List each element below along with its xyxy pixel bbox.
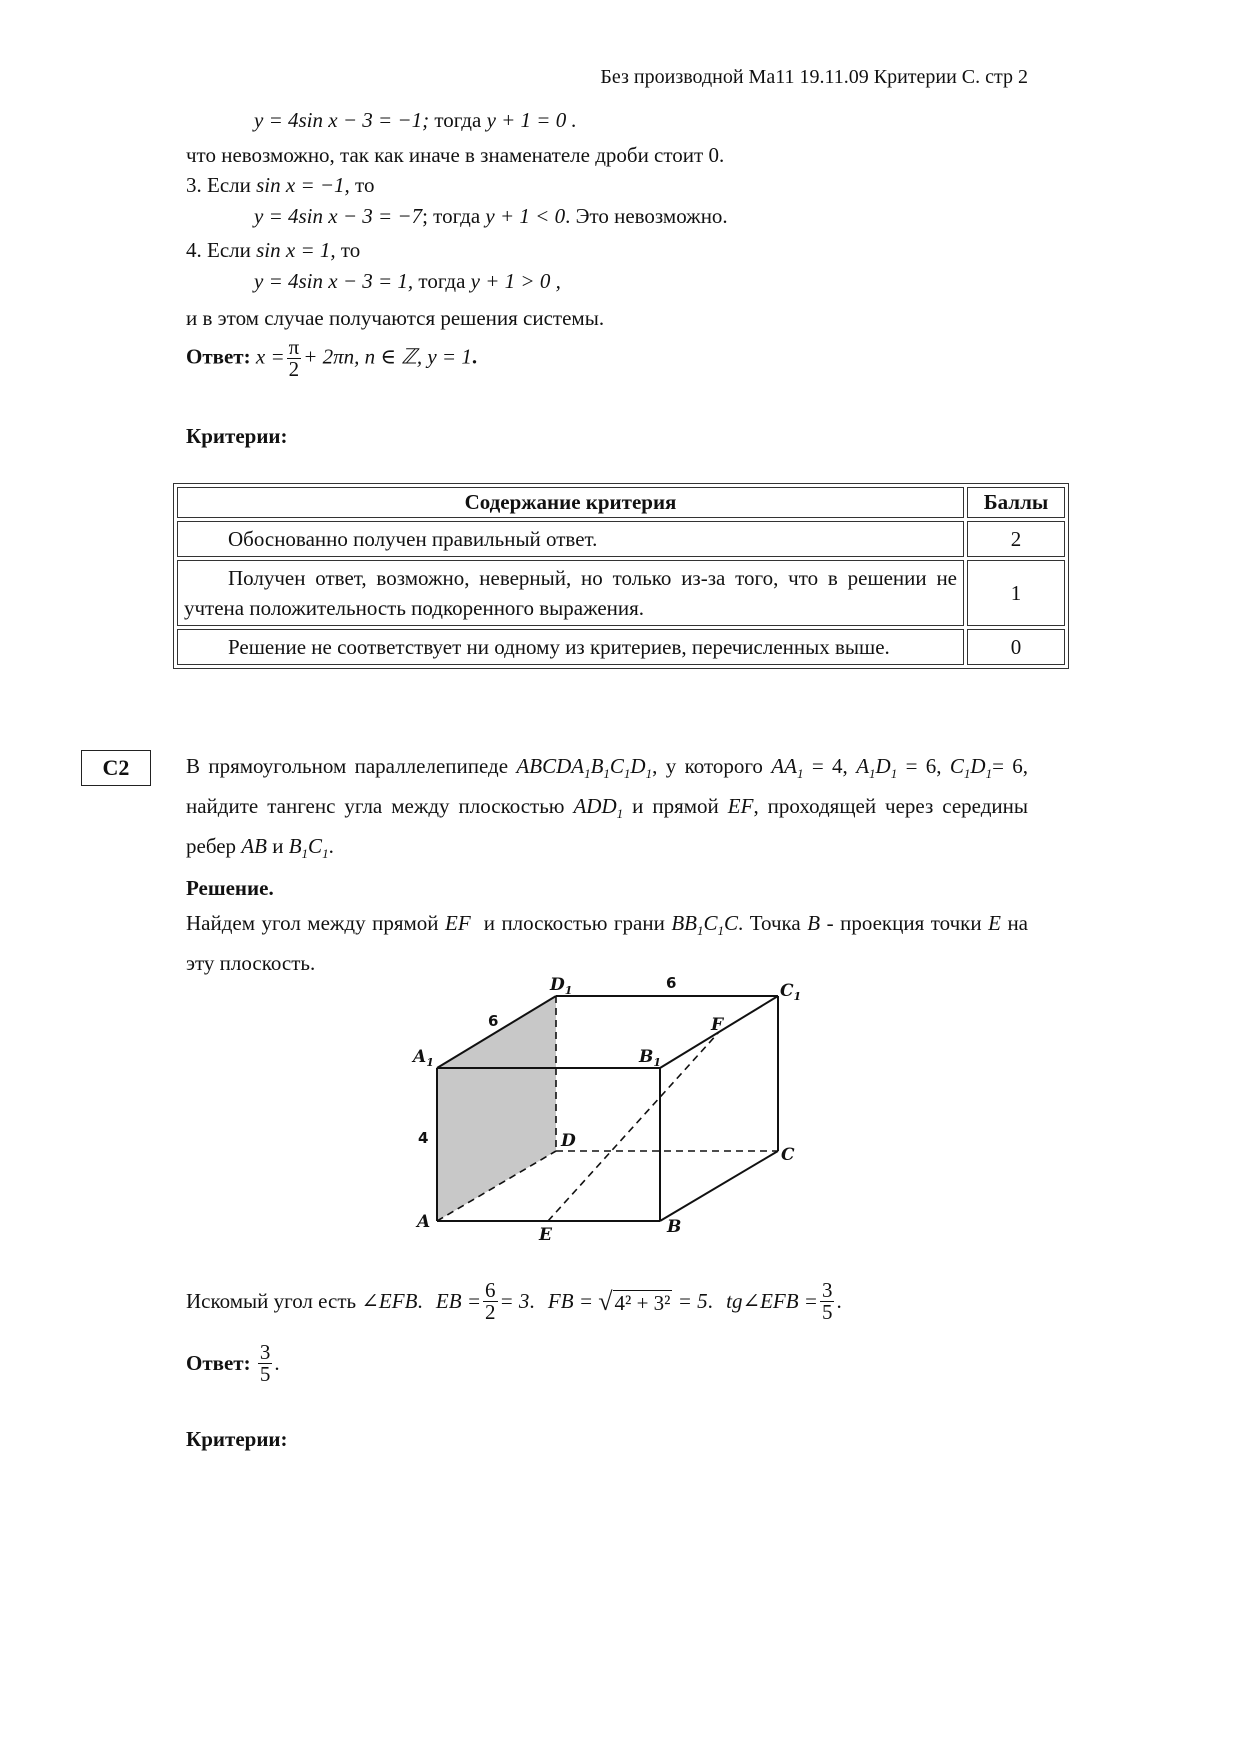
equation: y = 4sin x − 3 = −7 [254, 204, 423, 228]
text: , проходящей через середины ребер [186, 794, 1028, 859]
text: - проекция точки [826, 911, 982, 935]
math: $A_1D_1$ [856, 754, 898, 782]
text: и плоскостью грани [483, 911, 665, 935]
math: EB = [435, 1289, 481, 1313]
denominator: 2 [288, 357, 300, 381]
criterion-points: 2 [967, 521, 1065, 557]
math: ∠EFB [361, 1289, 418, 1313]
dim-height: 4 [418, 1129, 429, 1147]
header-content: Содержание критерия [177, 487, 964, 518]
denominator: 5 [259, 1362, 271, 1386]
text: . [529, 1289, 535, 1313]
label-a: A [417, 1212, 431, 1232]
math: $ABCDA_1B_1C_1D_1$ [516, 754, 653, 782]
text: тогда [434, 108, 482, 132]
equation: y + 1 = 0 . [486, 108, 577, 132]
page-header: Без производной Ма11 19.11.09 Критерии С. стр 2 [600, 66, 1028, 88]
text: Получен ответ, возможно, неверный, но только из-за того, что в решении не учтена положительность подкоренного выражения. [184, 566, 957, 620]
text: и прямой [632, 794, 719, 819]
text: на эту плоскость. [186, 911, 1028, 976]
math: AB [241, 834, 267, 859]
label-c1: $C_1$ [780, 981, 802, 1003]
math: B [807, 911, 821, 935]
text: Искомый угол есть [186, 1289, 357, 1313]
math: E [988, 911, 1001, 935]
text: . Это невозможно. [565, 204, 728, 228]
criterion-points: 1 [967, 560, 1065, 626]
text: . [417, 1289, 423, 1313]
criteria-title-2: Критерии: [186, 1427, 288, 1451]
text: . [471, 344, 478, 369]
math: $B_1C_1$ [288, 834, 329, 862]
text: Найдем угол между прямой [186, 911, 439, 935]
text: = 4, [811, 754, 848, 778]
answer-2 [186, 1342, 280, 1385]
equation: x = [255, 344, 285, 369]
line-2: что невозможно, так как иначе в знаменателе дроби стоит 0. [186, 143, 725, 167]
label-a1: $A_1$ [413, 1047, 434, 1069]
math: $AA_1$ [771, 754, 804, 782]
label-c: C [781, 1145, 795, 1165]
equation: y + 1 < 0 [485, 204, 566, 228]
numerator: π [288, 335, 300, 359]
text: 3. Если [186, 173, 251, 197]
math: tg∠EFB = [726, 1289, 818, 1313]
calculation-line [186, 1280, 842, 1323]
label-d1: $D_1$ [550, 975, 573, 997]
text: и [272, 834, 284, 859]
text: . [836, 1289, 842, 1313]
answer-label: Ответ: [186, 1351, 251, 1375]
numerator: 3 [821, 1278, 833, 1302]
equation: sin x = −1, [256, 173, 350, 197]
numerator: 6 [485, 1278, 496, 1302]
equation: y = 4sin x − 3 = 1, [254, 269, 414, 293]
math: EF [445, 911, 471, 935]
equation: sin x = 1, [256, 238, 336, 262]
criteria-title-1: Критерии: [186, 424, 288, 448]
text: Обоснованно получен правильный ответ. [228, 527, 598, 551]
problem-statement: В прямоугольном параллелепипеде $ABCDA_1B_1C_1D_1$, у которого $AA_1 = 4$, $A_1D_1 = 6$, $C_1D_1= 6$, найдите тангенс угла между плоскостью $ADD_1$ и прямой EF, проходящей через середины ребер AB и $B_1C_1$. [186, 754, 1029, 862]
answer-label: Ответ: [186, 344, 251, 369]
text: тогда [418, 269, 466, 293]
text: = 6, найдите тангенс угла между плоскостью [186, 754, 1029, 819]
text: то [355, 173, 375, 197]
label-f: F [711, 1015, 724, 1035]
label-b1: $B_1$ [639, 1047, 662, 1069]
numerator: 3 [259, 1340, 271, 1364]
text: . [707, 1289, 713, 1313]
dim-top: 6 [666, 974, 677, 992]
equation: y + 1 > 0 , [470, 269, 561, 293]
dim-left-top: 6 [488, 1012, 499, 1030]
equation: + 2πn, n ∈ ℤ, y = 1 [303, 344, 472, 369]
label-e: E [539, 1225, 552, 1245]
label-b: B [667, 1217, 682, 1237]
text: В прямоугольном параллелепипеде [186, 754, 509, 778]
fraction [820, 1280, 835, 1323]
math: $ADD_1$ [573, 794, 624, 822]
denominator: 5 [821, 1300, 833, 1324]
math: = 5 [677, 1289, 708, 1313]
fraction [258, 1342, 273, 1385]
math: FB = [547, 1289, 593, 1313]
sqrt: √4² + 3² [598, 1286, 671, 1316]
criterion-points: 0 [967, 629, 1065, 665]
denominator: 2 [485, 1300, 496, 1324]
text: . Точка [738, 911, 801, 935]
fraction [483, 1280, 498, 1323]
math: = 3 [499, 1289, 530, 1313]
math: $C_1D_1$ [949, 754, 993, 782]
math: EF [727, 794, 754, 819]
text: то [340, 238, 361, 262]
radicand: 4² + 3² [614, 1290, 671, 1315]
problem-label: C2 [81, 750, 151, 786]
math: $BB_1C_1C$ [671, 911, 739, 939]
line-7: и в этом случае получаются решения системы. [186, 306, 605, 330]
text: 4. Если [186, 238, 251, 262]
label-d: D [561, 1131, 576, 1151]
solution-title: Решение. [186, 876, 274, 900]
text: ; тогда [422, 204, 481, 228]
text: , у которого [652, 754, 763, 778]
text: Решение не соответствует ни одному из критериев, перечисленных выше. [228, 635, 890, 659]
text: . [274, 1351, 280, 1375]
text: = 6, [905, 754, 942, 778]
equation: y = 4sin x − 3 = −1; [254, 108, 430, 132]
header-points: Баллы [967, 487, 1065, 518]
